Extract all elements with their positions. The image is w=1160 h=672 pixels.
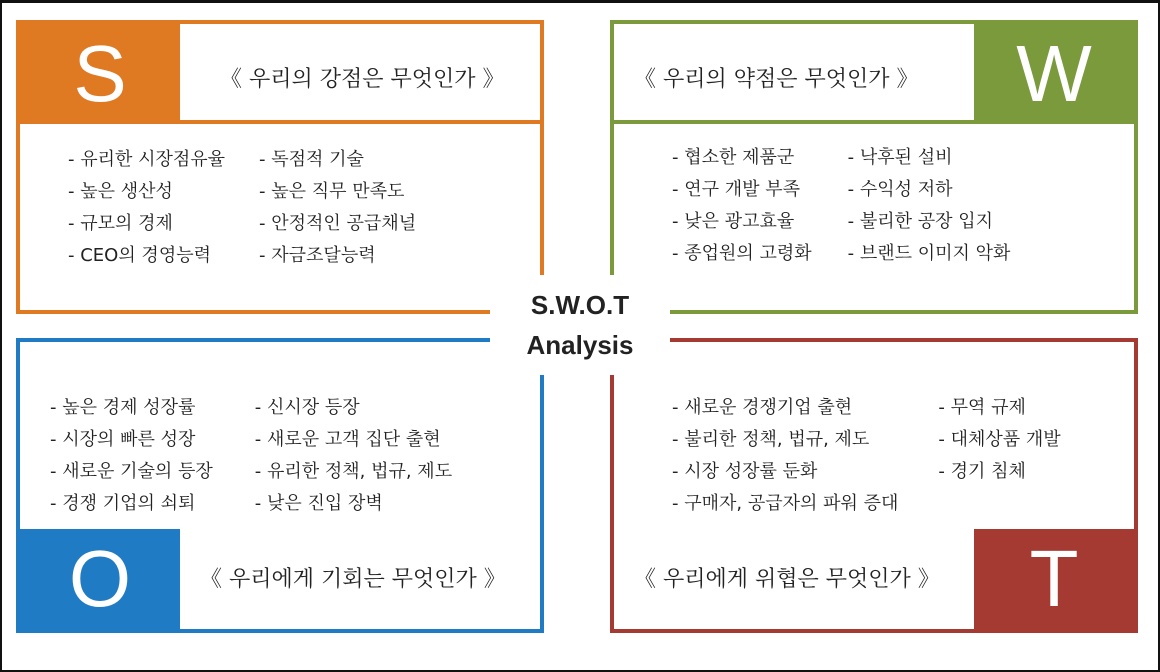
weaknesses-quadrant bbox=[610, 20, 1138, 314]
list-item: - 협소한 제품군 bbox=[672, 147, 795, 168]
opportunities-question: 《 우리에게 기회는 무엇인가 》 bbox=[200, 567, 506, 592]
threats-question: 《 우리에게 위협은 무엇인가 》 bbox=[634, 567, 940, 592]
list-item: - 종업원의 고령화 bbox=[672, 243, 812, 264]
list-item: - 브랜드 이미지 악화 bbox=[847, 243, 1011, 264]
weaknesses-question: 《 우리의 약점은 무엇인가 》 bbox=[634, 67, 919, 92]
opportunities-col-2 bbox=[255, 392, 452, 520]
list-item: - 경기 침체 bbox=[938, 461, 1026, 482]
list-item: - 안정적인 공급채널 bbox=[259, 213, 417, 234]
list-item: - 낮은 진입 장벽 bbox=[254, 493, 383, 514]
weaknesses-divider bbox=[614, 120, 1134, 124]
list-item: - 경쟁 기업의 쇠퇴 bbox=[50, 493, 196, 514]
list-item: - 독점적 기술 bbox=[259, 149, 364, 170]
center-title: S.W.O.T bbox=[530, 290, 630, 320]
opportunities-list bbox=[50, 392, 452, 520]
threats-quadrant bbox=[610, 338, 1138, 633]
strengths-list bbox=[68, 144, 416, 272]
list-item: - 시장의 빠른 성장 bbox=[50, 429, 196, 450]
list-item: - 새로운 기술의 등장 bbox=[50, 461, 213, 482]
opportunities-quadrant bbox=[16, 338, 544, 633]
list-item: - 규모의 경제 bbox=[68, 213, 173, 234]
threats-col-1 bbox=[672, 392, 898, 520]
strengths-divider bbox=[20, 120, 540, 124]
weaknesses-list bbox=[672, 142, 1010, 270]
list-item: - 불리한 공장 입지 bbox=[847, 211, 994, 232]
list-item: - CEO의 경영능력 bbox=[68, 245, 211, 266]
strengths-quadrant bbox=[16, 20, 544, 314]
strengths-letter: S bbox=[20, 24, 180, 124]
swot-center-label bbox=[490, 275, 670, 375]
list-item: - 낮은 광고효율 bbox=[672, 211, 795, 232]
weaknesses-col-2 bbox=[848, 142, 1011, 270]
list-item: - 높은 직무 만족도 bbox=[259, 181, 405, 202]
list-item: - 유리한 시장점유율 bbox=[68, 149, 226, 170]
strengths-col-2 bbox=[259, 144, 416, 272]
strengths-col-1 bbox=[68, 144, 225, 272]
list-item: - 수익성 저하 bbox=[847, 179, 953, 200]
threats-letter: T bbox=[974, 529, 1134, 629]
threats-list bbox=[672, 392, 1061, 520]
list-item: - 새로운 경쟁기업 출현 bbox=[672, 397, 853, 418]
list-item: - 불리한 정책, 법규, 제도 bbox=[672, 429, 870, 450]
list-item: - 높은 생산성 bbox=[68, 181, 173, 202]
list-item: - 대체상품 개발 bbox=[938, 429, 1061, 450]
list-item: - 유리한 정책, 법규, 제도 bbox=[254, 461, 453, 482]
list-item: - 새로운 고객 집단 출현 bbox=[254, 429, 441, 450]
list-item: - 무역 규제 bbox=[938, 397, 1026, 418]
list-item: - 구매자, 공급자의 파워 증대 bbox=[672, 493, 899, 514]
center-subtitle: Analysis bbox=[526, 330, 634, 360]
threats-col-2 bbox=[938, 392, 1060, 520]
list-item: - 자금조달능력 bbox=[259, 245, 376, 266]
opportunities-letter: O bbox=[20, 529, 180, 629]
list-item: - 신시장 등장 bbox=[254, 397, 360, 418]
weaknesses-col-1 bbox=[672, 142, 812, 270]
strengths-question: 《 우리의 강점은 무엇인가 》 bbox=[220, 67, 505, 92]
list-item: - 높은 경제 성장률 bbox=[50, 397, 196, 418]
opportunities-col-1 bbox=[50, 392, 213, 520]
list-item: - 낙후된 설비 bbox=[847, 147, 953, 168]
list-item: - 시장 성장률 둔화 bbox=[672, 461, 818, 482]
list-item: - 연구 개발 부족 bbox=[672, 179, 800, 200]
weaknesses-letter: W bbox=[974, 24, 1134, 124]
